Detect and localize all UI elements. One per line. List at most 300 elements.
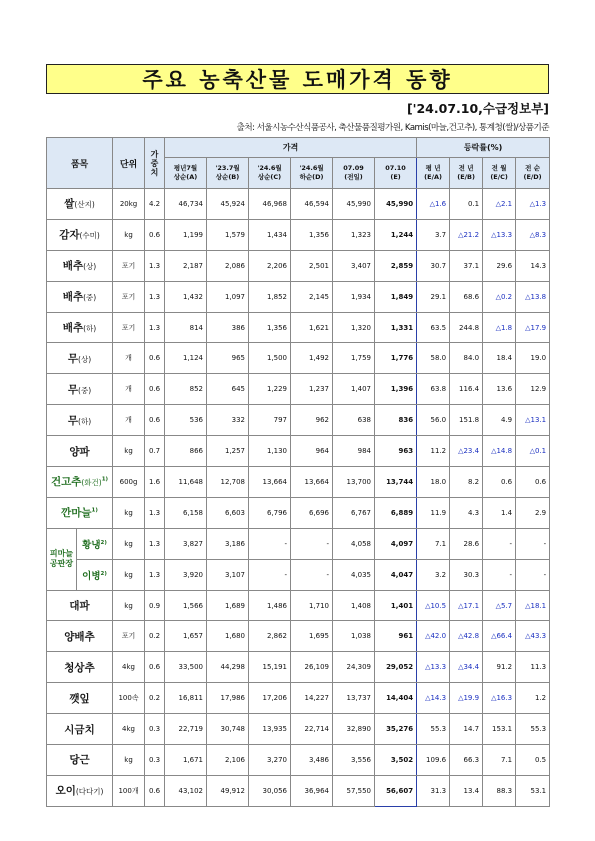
price-cell: 1,566 — [165, 590, 207, 621]
table-row — [47, 250, 550, 281]
price-cell: 3,270 — [249, 745, 291, 776]
item-weight: 0.6 — [145, 405, 165, 436]
price-cell: 2,145 — [291, 281, 333, 312]
header-line: 하순(D) — [299, 173, 324, 181]
item-unit: 포기 — [113, 281, 145, 312]
item-weight: 1.3 — [145, 559, 165, 590]
price-current: 1,849 — [375, 281, 417, 312]
price-table — [46, 137, 550, 807]
header-unit: 단위 — [113, 138, 145, 189]
change-cell: 11.3 — [516, 652, 550, 683]
item-name: 황냉$^{2)}$ — [77, 528, 113, 559]
price-cell: 13,700 — [333, 467, 375, 498]
footnote-mark: 1) — [91, 507, 98, 514]
item-unit: 개 — [113, 374, 145, 405]
change-cell: 0.6 — [516, 467, 550, 498]
price-cell: 26,109 — [291, 652, 333, 683]
change-cell: 30.7 — [417, 250, 450, 281]
change-cell: △42.8 — [450, 621, 483, 652]
price-cell: 1,237 — [291, 374, 333, 405]
price-current: 3,502 — [375, 745, 417, 776]
price-cell: 1,492 — [291, 343, 333, 374]
price-cell: 1,689 — [207, 590, 249, 621]
change-cell: △21.2 — [450, 219, 483, 250]
price-cell: 45,924 — [207, 189, 249, 220]
change-cell: △2.1 — [483, 189, 516, 220]
table-row — [47, 714, 550, 745]
item-name: 무(상) — [47, 343, 113, 374]
price-cell: 2,862 — [249, 621, 291, 652]
table-row — [47, 652, 550, 683]
table-row — [47, 559, 550, 590]
item-name: 쌀(산지) — [47, 189, 113, 220]
price-current: 963 — [375, 436, 417, 467]
change-cell: △13.8 — [516, 281, 550, 312]
price-cell: 2,187 — [165, 250, 207, 281]
item-unit: kg — [113, 745, 145, 776]
change-cell: 12.9 — [516, 374, 550, 405]
change-cell: 1.4 — [483, 497, 516, 528]
item-weight: 0.7 — [145, 436, 165, 467]
change-cell: △14.8 — [483, 436, 516, 467]
change-cell: △5.7 — [483, 590, 516, 621]
price-cell: - — [249, 559, 291, 590]
item-weight: 0.9 — [145, 590, 165, 621]
price-cell: 852 — [165, 374, 207, 405]
header-price-col — [375, 158, 417, 189]
item-unit: kg — [113, 436, 145, 467]
item-unit: 4kg — [113, 714, 145, 745]
price-current: 836 — [375, 405, 417, 436]
header-price-col — [333, 158, 375, 189]
header-change-col — [516, 158, 550, 189]
price-cell: 2,501 — [291, 250, 333, 281]
change-cell: 7.1 — [483, 745, 516, 776]
change-cell: 1.2 — [516, 683, 550, 714]
header-line: (전일) — [344, 173, 363, 181]
price-cell: 2,206 — [249, 250, 291, 281]
header-line: (E/C) — [490, 173, 508, 181]
price-cell: 1,579 — [207, 219, 249, 250]
header-line: (E/D) — [523, 173, 542, 181]
price-cell: 964 — [291, 436, 333, 467]
price-current: 1,776 — [375, 343, 417, 374]
table-row — [47, 189, 550, 220]
price-cell: 984 — [333, 436, 375, 467]
item-name: 감자(수미) — [47, 219, 113, 250]
item-name: 건고추(화건)$^{1)}$ — [47, 467, 113, 498]
price-cell: 44,298 — [207, 652, 249, 683]
item-suffix: (산지) — [74, 200, 95, 210]
price-cell: 6,796 — [249, 497, 291, 528]
item-suffix: (중) — [78, 385, 92, 395]
price-cell: 17,206 — [249, 683, 291, 714]
item-weight: 0.6 — [145, 652, 165, 683]
table-row — [47, 621, 550, 652]
price-current: 961 — [375, 621, 417, 652]
price-cell: 386 — [207, 312, 249, 343]
table-row — [47, 528, 550, 559]
header-line: 전 년 — [458, 164, 474, 172]
price-cell: 3,827 — [165, 528, 207, 559]
header-change-col — [450, 158, 483, 189]
item-unit: 20kg — [113, 189, 145, 220]
price-cell: 14,227 — [291, 683, 333, 714]
item-name: 청상추 — [47, 652, 113, 683]
change-cell: 109.6 — [417, 745, 450, 776]
item-suffix: (하) — [78, 416, 92, 426]
price-cell: 13,664 — [291, 467, 333, 498]
price-cell: 6,767 — [333, 497, 375, 528]
change-cell: 13.6 — [483, 374, 516, 405]
change-cell: △0.1 — [516, 436, 550, 467]
item-weight: 1.3 — [145, 312, 165, 343]
change-cell: 29.6 — [483, 250, 516, 281]
table-row — [47, 436, 550, 467]
price-cell: 1,657 — [165, 621, 207, 652]
header-item: 품목 — [47, 138, 113, 189]
change-cell: △16.3 — [483, 683, 516, 714]
price-current: 1,244 — [375, 219, 417, 250]
change-cell: 11.9 — [417, 497, 450, 528]
table-row — [47, 590, 550, 621]
item-weight: 0.3 — [145, 745, 165, 776]
item-name: 양배추 — [47, 621, 113, 652]
item-name: 깻잎 — [47, 683, 113, 714]
price-cell: 45,990 — [333, 189, 375, 220]
change-cell: △8.3 — [516, 219, 550, 250]
change-cell: △18.1 — [516, 590, 550, 621]
price-cell: 13,737 — [333, 683, 375, 714]
item-weight: 0.6 — [145, 219, 165, 250]
table-row — [47, 343, 550, 374]
header-line: 상순(B) — [215, 173, 240, 181]
price-current: 1,396 — [375, 374, 417, 405]
change-cell: 84.0 — [450, 343, 483, 374]
item-unit: 개 — [113, 405, 145, 436]
item-unit: kg — [113, 590, 145, 621]
price-current: 6,889 — [375, 497, 417, 528]
item-suffix: (화건) — [81, 478, 102, 488]
change-cell: 14.3 — [516, 250, 550, 281]
header-line: (E) — [390, 173, 401, 181]
price-cell: 1,680 — [207, 621, 249, 652]
change-cell: 14.7 — [450, 714, 483, 745]
item-weight: 0.6 — [145, 374, 165, 405]
item-weight: 0.3 — [145, 714, 165, 745]
table-row — [47, 683, 550, 714]
price-cell: 30,056 — [249, 775, 291, 806]
price-cell: 1,408 — [333, 590, 375, 621]
price-cell: - — [291, 528, 333, 559]
change-cell: - — [483, 559, 516, 590]
item-weight: 1.3 — [145, 281, 165, 312]
header-line: 상순(C) — [257, 173, 282, 181]
price-cell: 645 — [207, 374, 249, 405]
change-cell: 151.8 — [450, 405, 483, 436]
item-suffix: (다다기) — [75, 787, 104, 797]
price-cell: 3,920 — [165, 559, 207, 590]
item-weight: 0.2 — [145, 683, 165, 714]
price-cell: 1,434 — [249, 219, 291, 250]
price-current: 1,401 — [375, 590, 417, 621]
price-cell: 1,934 — [333, 281, 375, 312]
change-cell: 55.3 — [417, 714, 450, 745]
price-cell: 6,603 — [207, 497, 249, 528]
price-cell: 1,323 — [333, 219, 375, 250]
change-cell: 29.1 — [417, 281, 450, 312]
item-suffix: (상) — [83, 262, 97, 272]
item-name: 배추(하) — [47, 312, 113, 343]
price-cell: 866 — [165, 436, 207, 467]
garlic-group-label — [47, 528, 77, 590]
table-row — [47, 374, 550, 405]
change-cell: - — [516, 528, 550, 559]
item-unit: 포기 — [113, 312, 145, 343]
header-price-col — [207, 158, 249, 189]
item-weight: 4.2 — [145, 189, 165, 220]
price-cell: 4,058 — [333, 528, 375, 559]
price-cell: 46,594 — [291, 189, 333, 220]
price-cell: 46,734 — [165, 189, 207, 220]
change-cell: 0.6 — [483, 467, 516, 498]
header-line: 상순(A) — [173, 173, 198, 181]
change-cell: 11.2 — [417, 436, 450, 467]
price-cell: 1,621 — [291, 312, 333, 343]
item-name: 당근 — [47, 745, 113, 776]
report-date: ['24.07.10,수급정보부] — [406, 101, 549, 116]
change-cell: 63.8 — [417, 374, 450, 405]
price-cell: 1,695 — [291, 621, 333, 652]
price-cell: 1,432 — [165, 281, 207, 312]
change-cell: 4.3 — [450, 497, 483, 528]
header-line: 전 순 — [525, 164, 540, 172]
item-name: 양파 — [47, 436, 113, 467]
price-current: 13,744 — [375, 467, 417, 498]
item-unit: kg — [113, 528, 145, 559]
change-cell: 18.4 — [483, 343, 516, 374]
item-unit: 포기 — [113, 250, 145, 281]
header-change-col — [483, 158, 516, 189]
item-name: 무(하) — [47, 405, 113, 436]
change-cell: 37.1 — [450, 250, 483, 281]
change-cell: 0.5 — [516, 745, 550, 776]
header-line: 07.10 — [385, 164, 406, 172]
header-change-group: 등락률(%) — [417, 138, 550, 158]
price-cell: - — [249, 528, 291, 559]
change-cell: △66.4 — [483, 621, 516, 652]
item-weight: 0.2 — [145, 621, 165, 652]
table-row — [47, 281, 550, 312]
change-cell: 58.0 — [417, 343, 450, 374]
price-cell: 36,964 — [291, 775, 333, 806]
change-cell: 0.1 — [450, 189, 483, 220]
price-cell: 962 — [291, 405, 333, 436]
price-current: 2,859 — [375, 250, 417, 281]
change-cell: 13.4 — [450, 775, 483, 806]
price-cell: 13,664 — [249, 467, 291, 498]
change-cell: 8.2 — [450, 467, 483, 498]
price-cell: 814 — [165, 312, 207, 343]
change-cell: - — [516, 559, 550, 590]
price-cell: 6,158 — [165, 497, 207, 528]
change-cell: 2.9 — [516, 497, 550, 528]
price-cell: 24,309 — [333, 652, 375, 683]
price-current: 14,404 — [375, 683, 417, 714]
change-cell: 7.1 — [417, 528, 450, 559]
change-cell: 244.8 — [450, 312, 483, 343]
price-cell: 797 — [249, 405, 291, 436]
item-weight: 0.6 — [145, 343, 165, 374]
price-cell: 1,759 — [333, 343, 375, 374]
price-cell: 32,890 — [333, 714, 375, 745]
price-cell: 30,748 — [207, 714, 249, 745]
item-unit: kg — [113, 559, 145, 590]
header-ratio: 가중치 — [145, 138, 165, 189]
change-cell: △23.4 — [450, 436, 483, 467]
change-cell: △13.3 — [483, 219, 516, 250]
price-cell: - — [291, 559, 333, 590]
change-cell: 31.3 — [417, 775, 450, 806]
change-cell: △1.3 — [516, 189, 550, 220]
item-suffix: (중) — [83, 293, 97, 303]
change-cell: 153.1 — [483, 714, 516, 745]
item-unit: kg — [113, 497, 145, 528]
footnote-mark: 2) — [100, 539, 107, 546]
price-cell: 3,186 — [207, 528, 249, 559]
price-cell: 1,500 — [249, 343, 291, 374]
price-cell: 536 — [165, 405, 207, 436]
item-name: 깐마늘$^{1)}$ — [47, 497, 113, 528]
change-cell: △1.6 — [417, 189, 450, 220]
price-cell: 1,486 — [249, 590, 291, 621]
change-cell: 55.3 — [516, 714, 550, 745]
change-cell: △13.3 — [417, 652, 450, 683]
price-cell: 638 — [333, 405, 375, 436]
change-cell: 19.0 — [516, 343, 550, 374]
item-name: 배추(중) — [47, 281, 113, 312]
change-cell: 18.0 — [417, 467, 450, 498]
header-line: '24.6월 — [299, 164, 324, 172]
price-cell: 1,671 — [165, 745, 207, 776]
table-row — [47, 745, 550, 776]
price-cell: 3,486 — [291, 745, 333, 776]
price-cell: 965 — [207, 343, 249, 374]
item-suffix: (상) — [78, 354, 92, 364]
table-row — [47, 775, 550, 806]
price-cell: 46,968 — [249, 189, 291, 220]
item-weight: 1.3 — [145, 250, 165, 281]
change-cell: △43.3 — [516, 621, 550, 652]
price-cell: 1,356 — [291, 219, 333, 250]
header-line: '23.7월 — [215, 164, 240, 172]
price-cell: 1,130 — [249, 436, 291, 467]
price-cell: 33,500 — [165, 652, 207, 683]
change-cell: △17.1 — [450, 590, 483, 621]
change-cell: 116.4 — [450, 374, 483, 405]
header-line: (E/B) — [457, 173, 475, 181]
price-cell: 15,191 — [249, 652, 291, 683]
item-suffix: (하) — [83, 324, 97, 333]
change-cell: 63.5 — [417, 312, 450, 343]
header-price-col — [249, 158, 291, 189]
price-cell: 57,550 — [333, 775, 375, 806]
change-cell: 91.2 — [483, 652, 516, 683]
change-cell: △14.3 — [417, 683, 450, 714]
price-current: 45,990 — [375, 189, 417, 220]
change-cell: △17.9 — [516, 312, 550, 343]
price-cell: 49,912 — [207, 775, 249, 806]
item-unit: 100속 — [113, 683, 145, 714]
price-cell: 17,986 — [207, 683, 249, 714]
price-cell: 1,124 — [165, 343, 207, 374]
change-cell: △1.8 — [483, 312, 516, 343]
item-name: 오이(다다기) — [47, 775, 113, 806]
price-cell: 3,407 — [333, 250, 375, 281]
change-cell: 56.0 — [417, 405, 450, 436]
price-cell: 1,097 — [207, 281, 249, 312]
item-unit: 4kg — [113, 652, 145, 683]
price-cell: 43,102 — [165, 775, 207, 806]
price-current: 1,331 — [375, 312, 417, 343]
change-cell: △13.1 — [516, 405, 550, 436]
change-cell: △19.9 — [450, 683, 483, 714]
price-cell: 16,811 — [165, 683, 207, 714]
item-unit: 포기 — [113, 621, 145, 652]
item-weight: 1.3 — [145, 528, 165, 559]
price-cell: 12,708 — [207, 467, 249, 498]
price-cell: 332 — [207, 405, 249, 436]
header-price-group: 가격 — [165, 138, 417, 158]
price-current: 56,607 — [375, 775, 417, 806]
price-cell: 6,696 — [291, 497, 333, 528]
change-cell: 53.1 — [516, 775, 550, 806]
item-unit: 600g — [113, 467, 145, 498]
item-suffix: (수미) — [79, 231, 100, 241]
price-cell: 2,086 — [207, 250, 249, 281]
header-line: '24.6월 — [257, 164, 282, 172]
item-weight: 1.3 — [145, 497, 165, 528]
header-line: 평 년 — [425, 164, 441, 172]
table-row — [47, 219, 550, 250]
change-cell: 30.3 — [450, 559, 483, 590]
change-cell: 28.6 — [450, 528, 483, 559]
price-cell: 22,719 — [165, 714, 207, 745]
group-line: 공판장 — [49, 559, 74, 569]
group-line: 피마늘 — [49, 549, 74, 559]
price-cell: 1,199 — [165, 219, 207, 250]
price-cell: 2,106 — [207, 745, 249, 776]
header-line: 07.09 — [343, 164, 364, 172]
price-cell: 3,107 — [207, 559, 249, 590]
header-line: 전 월 — [491, 164, 507, 172]
price-cell: 1,038 — [333, 621, 375, 652]
price-current: 29,052 — [375, 652, 417, 683]
item-unit: 개 — [113, 343, 145, 374]
item-weight: 0.6 — [145, 775, 165, 806]
price-cell: 1,356 — [249, 312, 291, 343]
item-name: 이병$^{2)}$ — [77, 559, 113, 590]
change-cell: 3.7 — [417, 219, 450, 250]
price-cell: 1,407 — [333, 374, 375, 405]
item-unit: kg — [113, 219, 145, 250]
change-cell: △42.0 — [417, 621, 450, 652]
price-cell: 22,714 — [291, 714, 333, 745]
price-cell: 1,320 — [333, 312, 375, 343]
price-cell: 1,710 — [291, 590, 333, 621]
footnote-mark: 1) — [101, 476, 109, 483]
price-cell: 1,852 — [249, 281, 291, 312]
